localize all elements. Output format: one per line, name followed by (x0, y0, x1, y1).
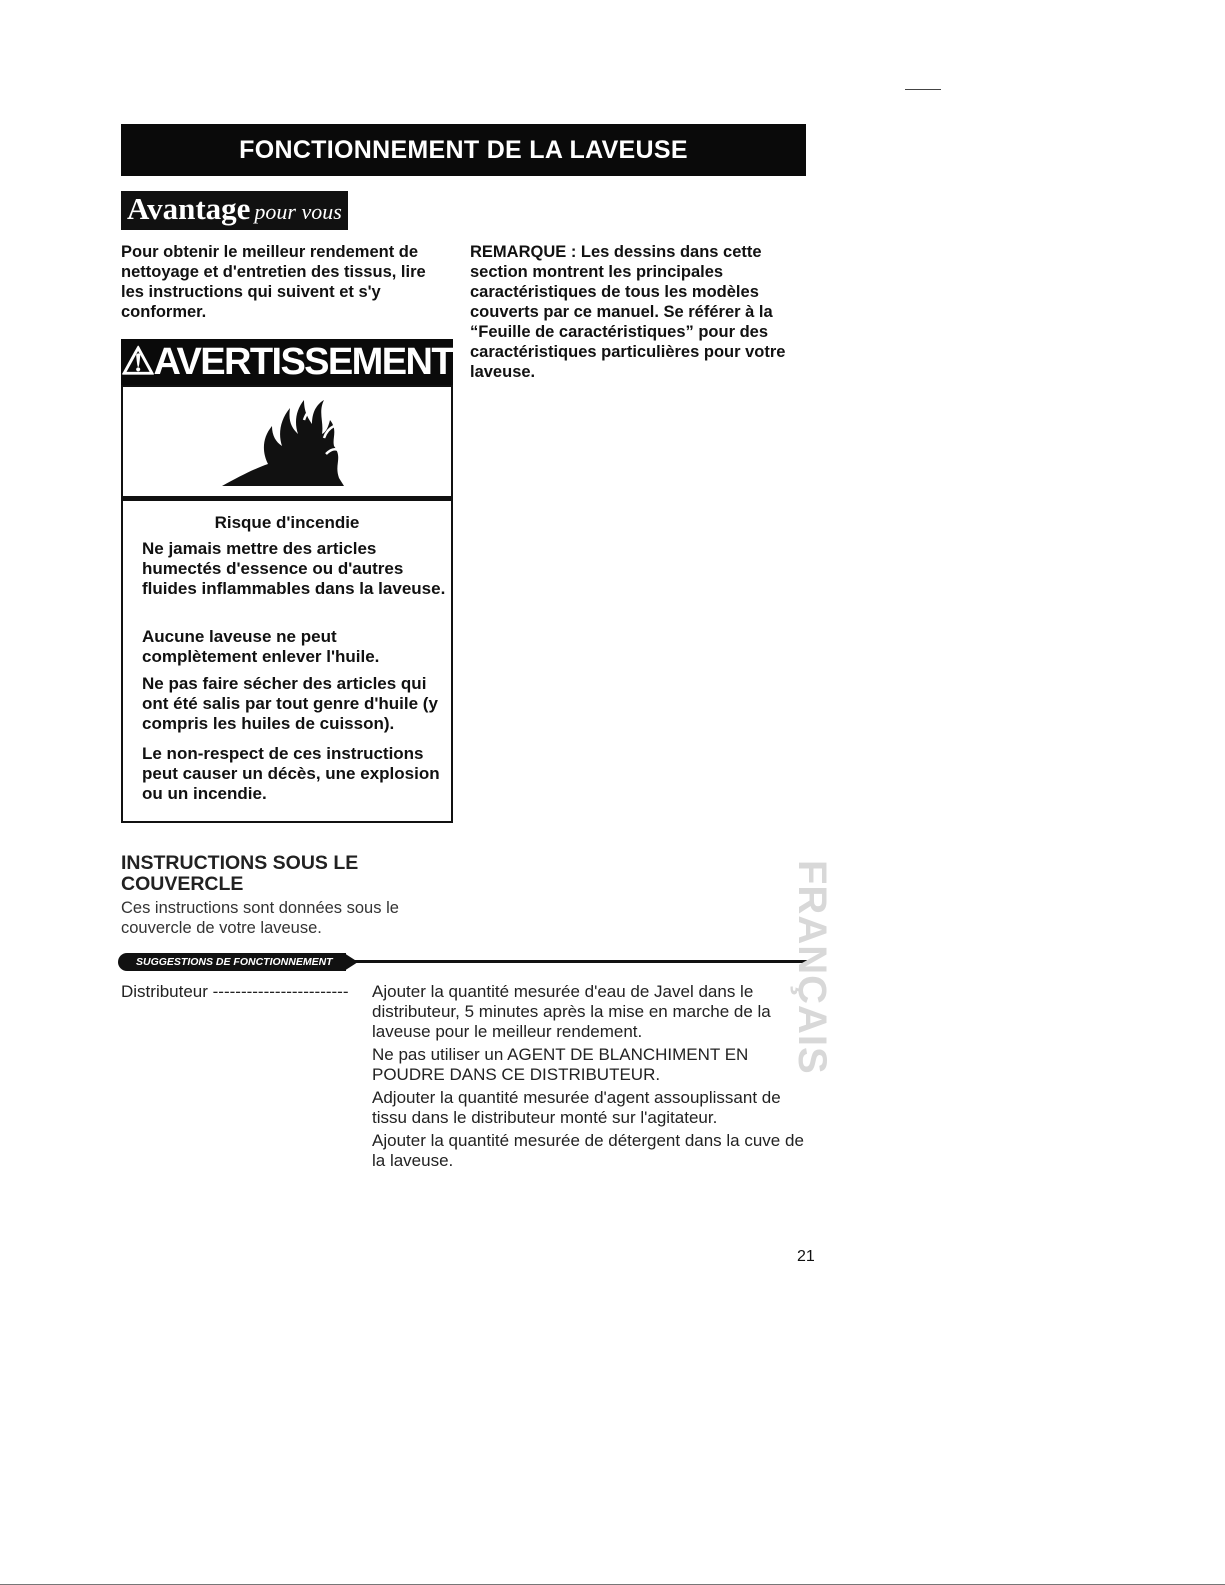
suggestion-item: Adjouter la quantité mesurée d'agent assouplissant de tissu dans le distributeur monté sur l'agitateur. (372, 1088, 781, 1127)
fire-hazard-icon (218, 392, 348, 490)
warning-paragraph: Le non-respect de ces instructions peut causer un décès, une explosion ou un incendie. (142, 744, 440, 803)
warning-paragraph: Ne jamais mettre des articles humectés d'essence ou d'autres fluides inflammables dans la laveuse. (142, 539, 446, 598)
page-number: 21 (797, 1248, 815, 1265)
suggestions-arrow (344, 953, 358, 971)
suggestions-rule (346, 960, 807, 963)
section-title: INSTRUCTIONS SOUS LE COUVERCLE (121, 852, 359, 895)
avantage-suffix: pour vous (254, 199, 342, 224)
suggestions-label: SUGGESTIONS DE FONCTIONNEMENT (118, 953, 346, 971)
suggestion-item: Ajouter la quantité mesurée de détergent dans la cuve de la laveuse. (372, 1131, 804, 1170)
top-rule (905, 89, 941, 90)
avantage-badge (121, 191, 348, 230)
warning-title: Risque d'incendie (214, 513, 360, 532)
page-title: FONCTIONNEMENT DE LA LAVEUSE (121, 124, 806, 176)
suggestion-item: Ajouter la quantité mesurée d'eau de Javel dans le distributeur, 5 minutes après la mise en marche de la laveuse pour le meilleur rendement. (372, 982, 771, 1041)
section-body: Ces instructions sont données sous le couvercle de votre laveuse. (121, 899, 399, 937)
avantage-word: Avantage (127, 191, 251, 226)
dispenser-term: Distributeur ------------------------ (121, 982, 349, 1001)
suggestion-item: Ne pas utiliser un AGENT DE BLANCHIMENT EN POUDRE DANS CE DISTRIBUTEUR. (372, 1045, 749, 1084)
language-side-tab: FRANÇAIS (790, 860, 834, 1075)
warning-divider (121, 496, 453, 501)
warning-heading: ⚠AVERTISSEMENT (121, 341, 453, 383)
note-paragraph: REMARQUE : Les dessins dans cette section montrent les principales caractéristiques de tous les modèles couverts par ce manuel. Se référer à la “Feuille de caractéristiques” pour des caractéristiques particulières pour votre laveuse. (470, 243, 786, 381)
warning-paragraph: Ne pas faire sécher des articles qui ont été salis par tout genre d'huile (y compris les huiles de cuisson). (142, 674, 438, 733)
warning-paragraph: Aucune laveuse ne peut complètement enlever l'huile. (142, 627, 380, 666)
intro-paragraph: Pour obtenir le meilleur rendement de nettoyage et d'entretien des tissus, lire les instructions qui suivent et s'y conformer. (121, 243, 426, 321)
